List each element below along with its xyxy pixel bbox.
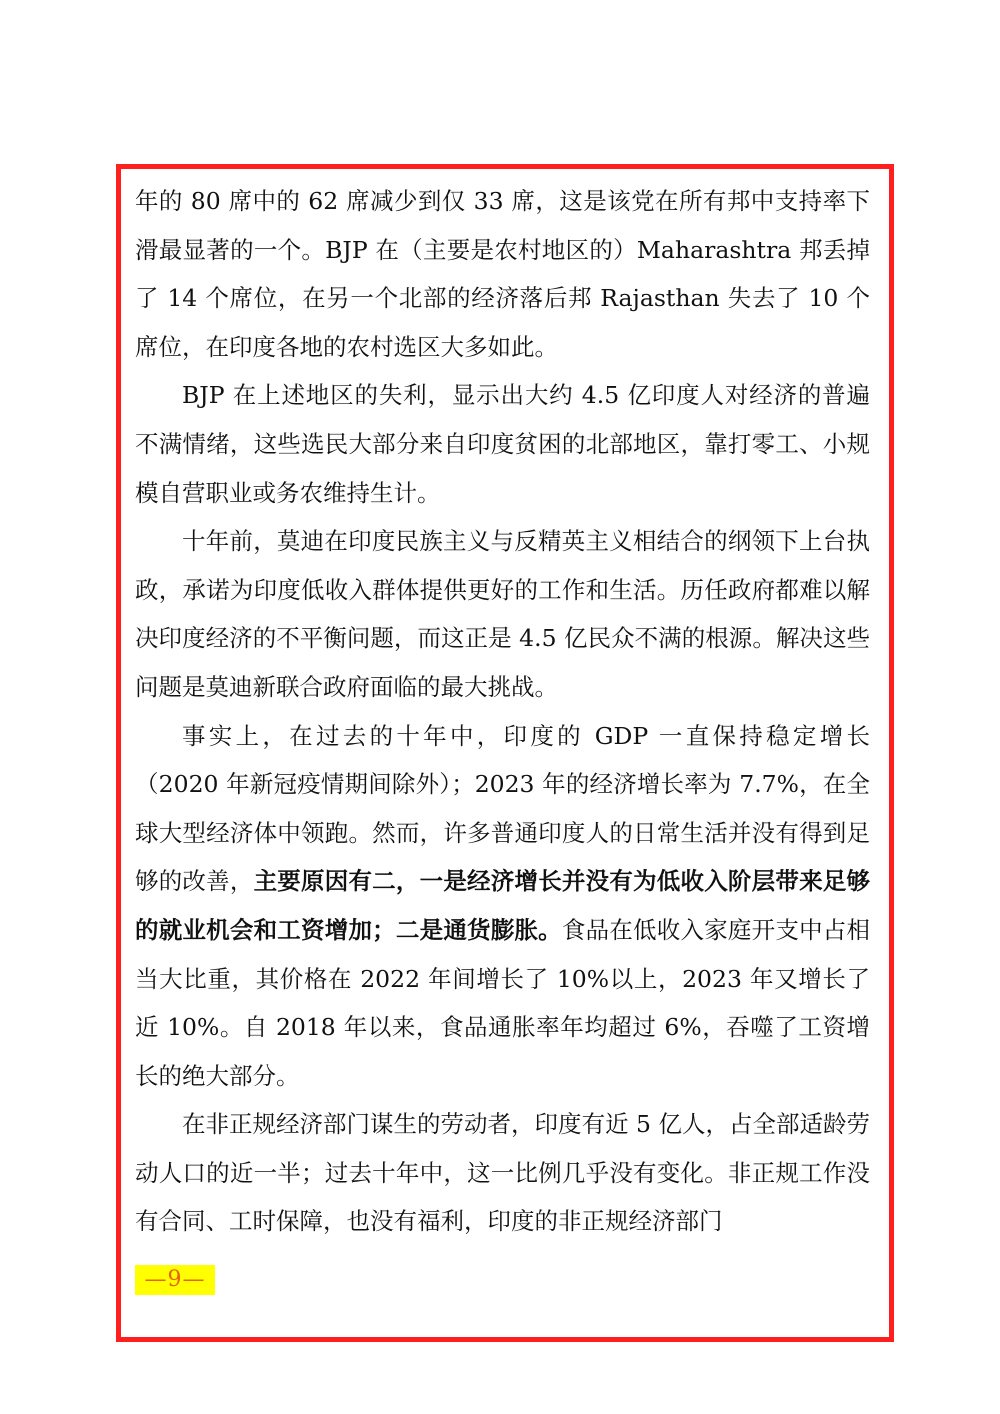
paragraph-5: [135, 1100, 870, 1246]
paragraph-3-text: 十年前，莫迪在印度民族主义与反精英主义相结合的纲领下上台执政，承诺为印度低收入群体提供更好的工作和生活。历任政府都难以解决印度经济的不平衡问题，而这正是 4.5 亿民众不满的根源。解决这些问题是莫迪新联合政府面临的最大挑战。: [135, 527, 870, 701]
document-body: [135, 177, 870, 1246]
paragraph-2-text: BJP 在上述地区的失利，显示出大约 4.5 亿印度人对经济的普遍不满情绪，这些选民大部分来自印度贫困的北部地区，靠打零工、小规模自营职业或务农维持生计。: [135, 381, 870, 507]
paragraph-1-text: 年的 80 席中的 62 席减少到仅 33 席，这是该党在所有邦中支持率下滑最显著的一个。BJP 在（主要是农村地区的）Maharashtra 邦丢掉了 14 个席位，在另一个北部的经济落后邦 Rajasthan 失去了 10 个席位，在印度各地的农村选区大多如此。: [135, 187, 870, 361]
paragraph-1: [135, 177, 870, 371]
paragraph-3: [135, 517, 870, 711]
paragraph-5-text: 在非正规经济部门谋生的劳动者，印度有近 5 亿人，占全部适龄劳动人口的近一半；过去十年中，这一比例几乎没有变化。非正规工作没有合同、工时保障，也没有福利，印度的非正规经济部门: [135, 1110, 870, 1236]
paragraph-4-text-b: 食品在低收入家庭开支中占相当大比重，其价格在 2022 年间增长了 10%以上，2023 年又增长了近 10%。自 2018 年以来，食品通胀率年均超过 6%，吞噬了工资增长的绝大部分。: [135, 915, 871, 1090]
paragraph-4-text-a: 事实上，在过去的十年中，印度的 GDP 一直保持稳定增长（2020 年新冠疫情期间除外）；2023 年的经济增长率为 7.7%，在全球大型经济体中领跑。然而，许多普通印度人的日常生活并没有得到足够的改善，: [135, 721, 870, 896]
page-number: —9—: [135, 1265, 215, 1295]
paragraph-4: [135, 712, 870, 1101]
paragraph-2: [135, 371, 870, 517]
paragraph-4-bold-emphasis: 主要原因有二，一是经济增长并没有为低收入阶层带来足够的就业机会和工资增加；二是通货膨胀。: [135, 867, 871, 944]
